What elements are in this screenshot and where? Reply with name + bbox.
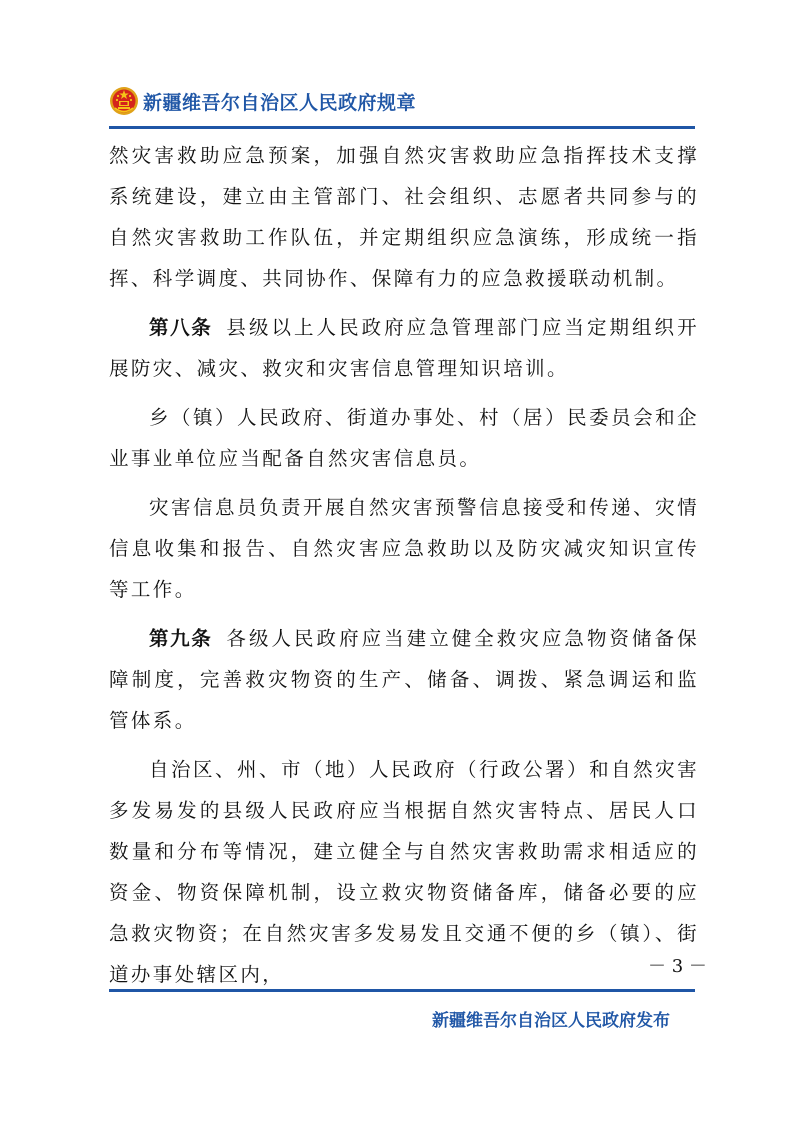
header-divider [109,126,695,129]
page-number: － 3 － [648,956,707,977]
header-title: 新疆维吾尔自治区人民政府规章 [143,92,417,114]
article-number: 第八条 [149,316,213,339]
page-header [109,86,699,122]
paragraph-1: 然灾害救助应急预案，加强自然灾害救助应急指挥技术支撑系统建设，建立由主管部门、社会组织、志愿者共同参与的自然灾害救助工作队伍，并定期组织应急演练，形成统一指挥、科学调度、共同协作、保障有力的应急救援联动机制。 [109,144,699,290]
paragraph-5: 第九条 各级人民政府应当建立健全救灾应急物资储备保障制度，完善救灾物资的生产、储备、调拨、紧急调运和监管体系。 [109,627,699,732]
paragraph-2: 第八条 县级以上人民政府应急管理部门应当定期组织开展防灾、减灾、救灾和灾害信息管理知识培训。 [109,316,699,380]
paragraph-4: 灾害信息员负责开展自然灾害预警信息接受和传递、灾情信息收集和报告、自然灾害应急救助以及防灾减灾知识宣传等工作。 [109,496,699,601]
paragraph-3: 乡（镇）人民政府、街道办事处、村（居）民委员会和企业事业单位应当配备自然灾害信息员。 [109,406,699,470]
article-number: 第九条 [149,627,213,650]
footer-publisher: 新疆维吾尔自治区人民政府发布 [432,1011,670,1031]
footer-divider [109,989,695,992]
document-body [109,135,699,995]
national-emblem-icon [109,86,139,116]
paragraph-6: 自治区、州、市（地）人民政府（行政公署）和自然灾害多发易发的县级人民政府应当根据自然灾害特点、居民人口数量和分布等情况，建立健全与自然灾害救助需求相适应的资金、物资保障机制，设立救灾物资储备库，储备必要的应急救灾物资；在自然灾害多发易发且交通不便的乡（镇）、街道办事处辖区内， [109,758,699,986]
